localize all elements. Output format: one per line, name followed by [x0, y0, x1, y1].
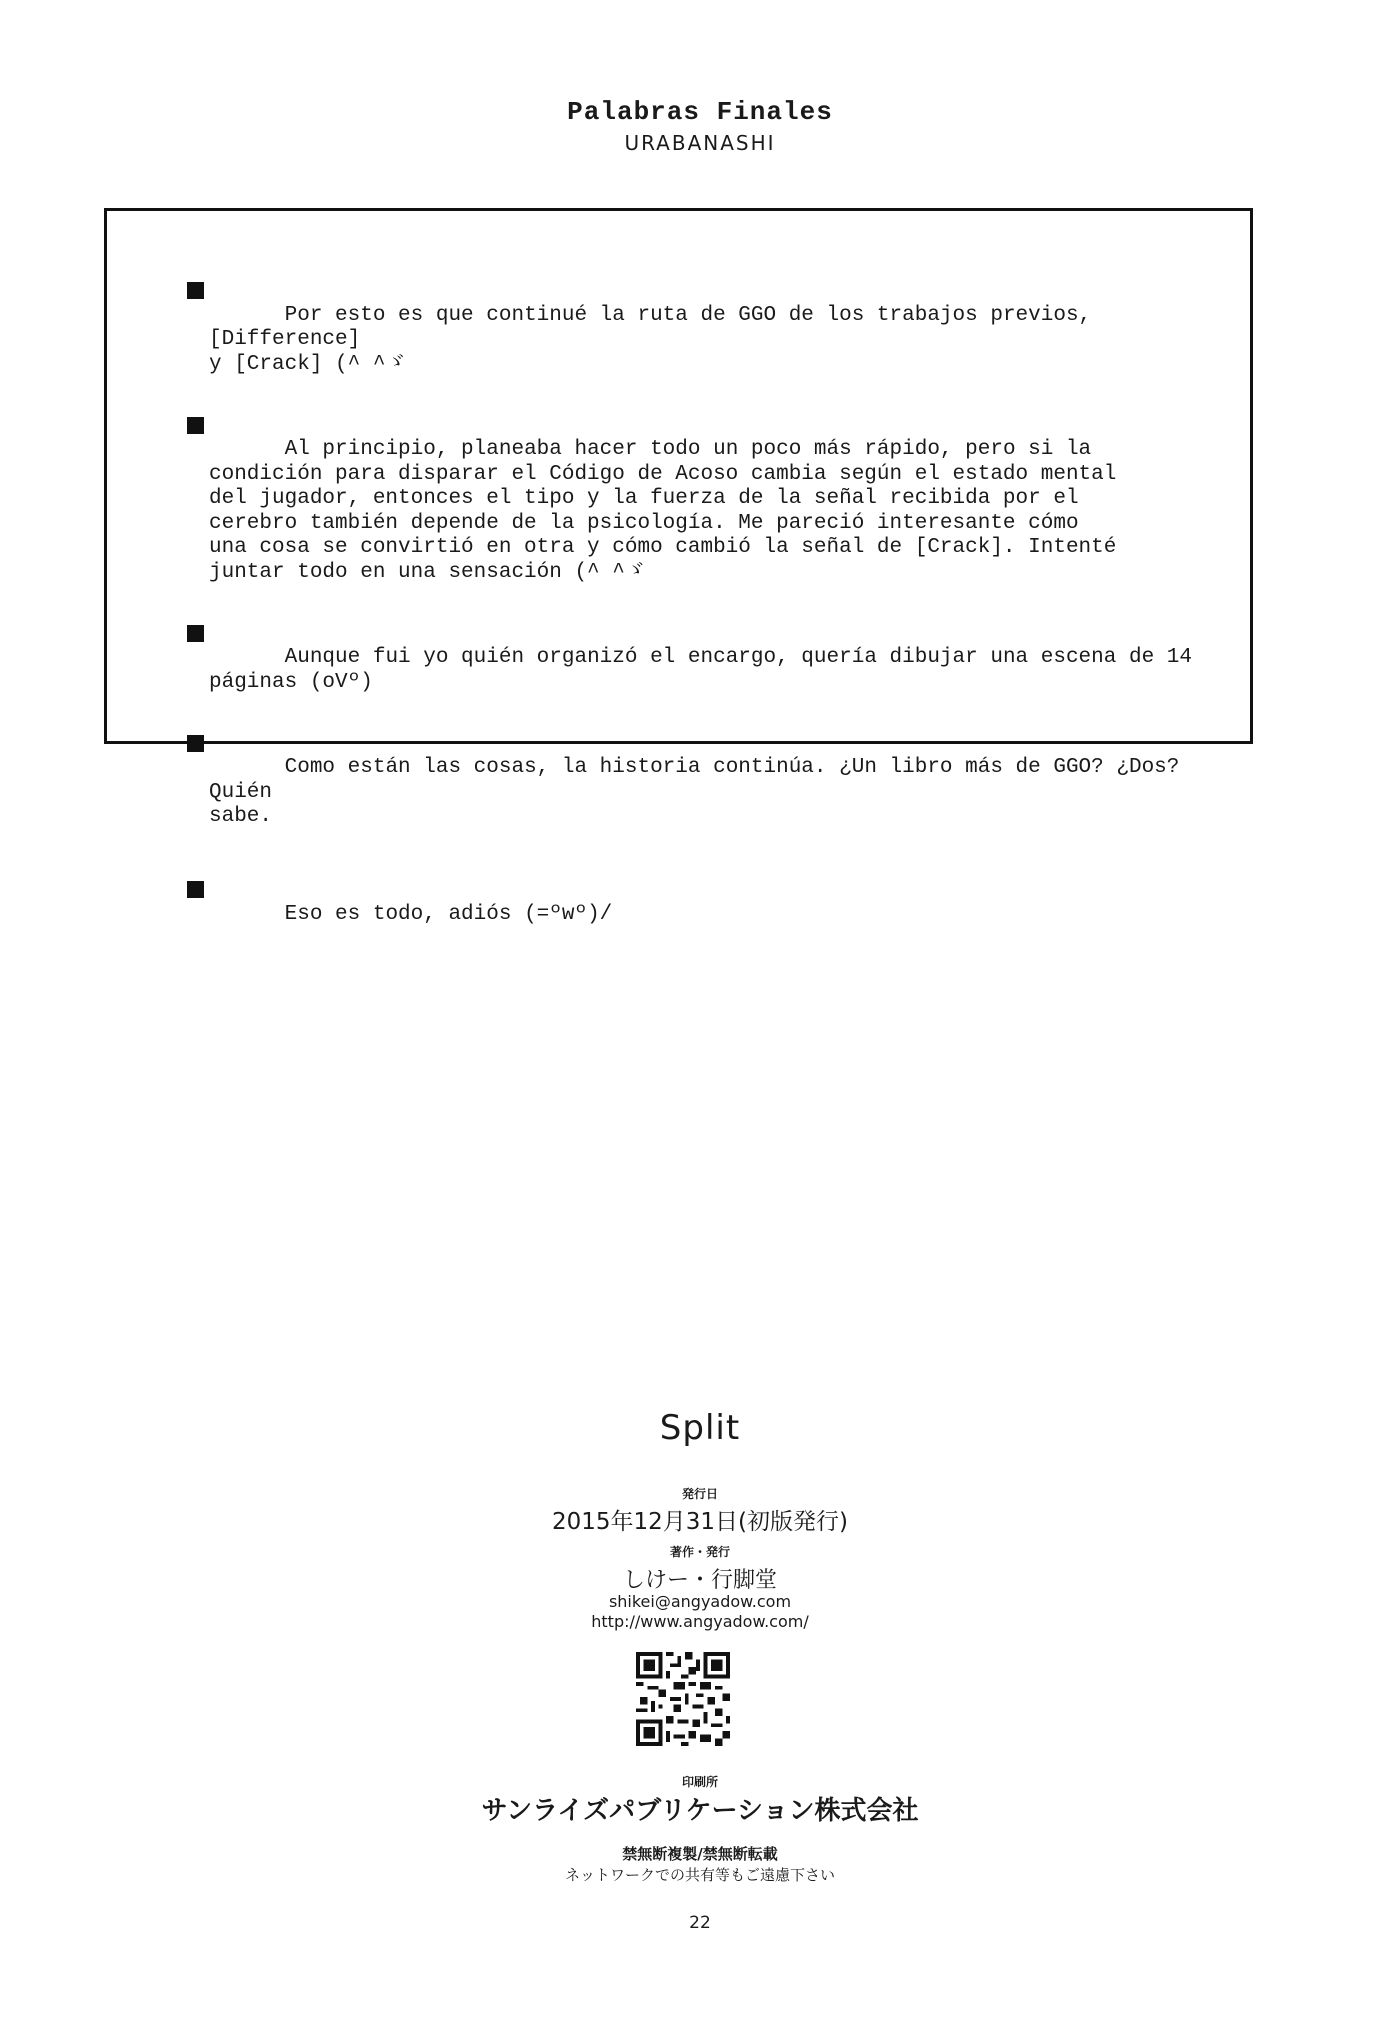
- note-text: Eso es todo, adiós (=ºwº)/: [284, 902, 613, 926]
- copyright-notice: 禁無断複製/禁無断転載: [622, 1845, 778, 1863]
- square-bullet-icon: [187, 417, 204, 434]
- square-bullet-icon: [187, 282, 204, 299]
- afterword-box: [104, 208, 1253, 926]
- square-bullet-icon: [187, 625, 204, 642]
- publish-date: 2015年12月31日(初版発行): [551, 1509, 848, 1535]
- work-title: Split: [659, 1408, 741, 1448]
- qr-code-icon: [636, 1652, 730, 1746]
- publish-date-label: 発行日: [681, 1487, 718, 1501]
- square-bullet-icon: [187, 735, 204, 752]
- author-label: 著作・発行: [669, 1545, 730, 1559]
- square-bullet-icon: [187, 881, 204, 898]
- note-item: [187, 622, 1247, 720]
- note-text: Como están las cosas, la historia continúa. ¿Un libro más de GGO? ¿Dos? Quién sabe.: [209, 756, 1180, 828]
- author-url: http://www.angyadow.com/: [591, 1612, 809, 1631]
- note-text: Por esto es que continué la ruta de GGO de los trabajos previos, [Difference] y [Crack] (^ ^ゞ: [209, 303, 1092, 376]
- page-title: Palabras Finales: [567, 97, 833, 127]
- note-item: [187, 732, 1247, 855]
- page-number: 22: [689, 1913, 711, 1933]
- note-item: [187, 279, 1247, 402]
- note-item: [187, 878, 1247, 952]
- printer-label: 印刷所: [681, 1775, 718, 1789]
- page-subtitle: URABANASHI: [624, 131, 776, 155]
- printer-name: サンライズパブリケーション株式会社: [481, 1796, 919, 1826]
- afterword-notes: [187, 279, 1247, 964]
- note-text: Al principio, planeaba hacer todo un poco más rápido, pero si la condición para disparar el Código de Acoso cambia según el estado mental del jugador, entonces el tipo y la fuerza de la señal recibida por el cerebro también depende de la psicología. Me pareció interesante cómo una cosa se convirtió en otra y cómo cambió la señal de [Crack]. Intenté juntar todo en una sensación (^ ^ゞ: [209, 438, 1117, 584]
- author-name: しけー・行脚堂: [622, 1568, 777, 1593]
- page-header: [0, 96, 1400, 156]
- note-text: Aunque fui yo quién organizó el encargo, quería dibujar una escena de 14 páginas (oVº): [209, 646, 1192, 694]
- note-item: [187, 414, 1247, 610]
- author-email: shikei@angyadow.com: [608, 1592, 792, 1611]
- sharing-notice: ネットワークでの共有等もご遠慮下さい: [564, 1866, 835, 1884]
